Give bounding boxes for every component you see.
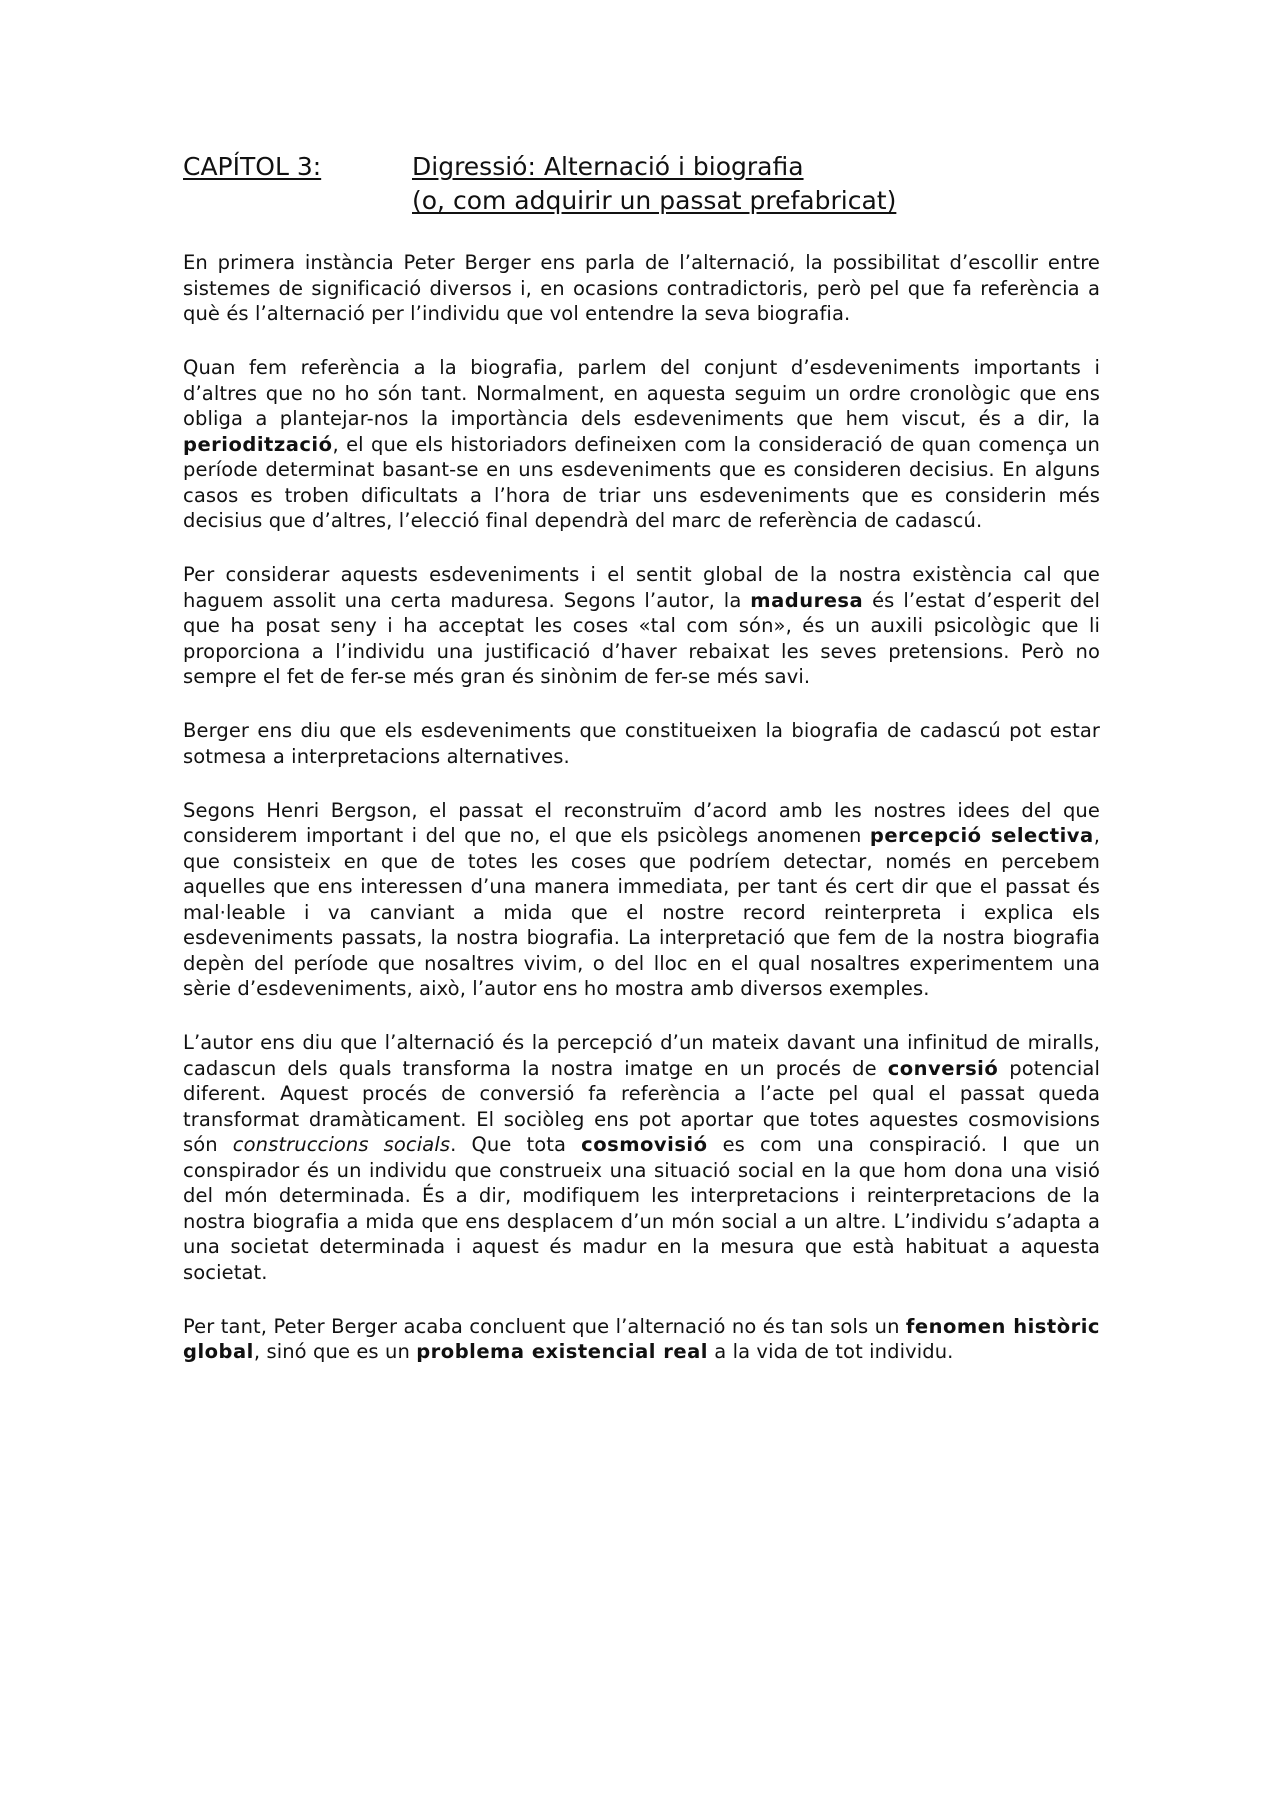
text-run: és l’estat d’esperit del que ha posat seny i ha acceptat les coses «tal com són», és un auxili psicològic que li proporciona a l’individu una justificació d’haver rebaixat les seves pretensions. Però no sempre el fet de fer-se més gran és sinònim de fer-se més savi. [183,588,1100,688]
text-run: , el que els historiadors defineixen com la consideració de quan comença un període determinat basant-se en uns esdeveniments que es consideren decisius. En alguns casos es troben dificultats a l’hora de triar uns esdeveniments que es considerin més decisius que d’altres, l’elecció final dependrà del marc de referència de cadascú. [183,432,1100,532]
text-run: , sinó que es un [253,1340,417,1363]
text-run: es com una conspiració. I que un conspirador és un individu que construeix una situació social en la que hom dona una visió del món determinada. És a dir, modifiquem les interpretacions i reinterpretacions de la nostra biografia a mida que ens desplacem d’un món social a un altre. L’individu s’adapta a una societat determinada i aquest és madur en la mesura que està habituat a aquesta societat. [183,1133,1100,1284]
paragraph-interpretacions: Berger ens diu que els esdeveniments que constitueixen la biografia de cadascú pot estar sotmesa a interpretacions alternatives. [183,719,1100,768]
term-periodització: periodització [183,432,333,456]
paragraph-conversio [183,1030,1100,1285]
document-page [183,150,1100,1393]
paragraph-alternacio: En primera instància Peter Berger ens parla de l’alternació, la possibilitat d’escollir entre sistemes de significació diversos i, en ocasions contradictoris, però pel que fa referència a què és l’alternació per l’individu que vol entendre la seva biografia. [183,251,1100,325]
text-run: Per considerar aquests esdeveniments i el sentit global de la nostra existència cal que haguem assolit una certa maduresa. Segons l’autor, la [183,563,1100,612]
term-maduresa: maduresa [750,588,864,612]
chapter-label: CAPÍTOL 3: [183,152,322,181]
text-run: . Que tota [450,1133,582,1156]
chapter-title-line-2: (o, com adquirir un passat prefabricat) [412,186,897,215]
term-fenomen-historic-global: fenomen històric global [183,1314,1100,1363]
term-cosmovisio: cosmovisió [581,1133,708,1156]
term-problema-existencial-real: problema existencial real [416,1340,708,1363]
chapter-heading [183,150,1100,218]
paragraph-bergson [183,798,1100,1002]
text-run: Quan fem referència a la biografia, parlem del conjunt d’esdeveniments importants i d’altres que no ho són tant. Normalment, en aquesta seguim un ordre cronològic que ens obliga a plantejar-nos la importància dels esdeveniments que hem viscut, és a dir, la [183,356,1100,430]
term-conversio: conversió [887,1056,999,1080]
term-percepcio-selectiva: percepció selectiva [869,824,1094,847]
chapter-title-line-1: Digressió: Alternació i biografia [412,152,804,181]
text-run: , que consisteix en que de totes les coses que podríem detectar, només en percebem aquelles que ens interessen d’una manera immediata, per tant és cert dir que el passat és mal·leable i va canviant a mida que el nostre record reinterpreta i explica els esdeveniments passats, la nostra biografia. La interpretació que fem de la nostra biografia depèn del període que nosaltres vivim, o del lloc en el qual nosaltres experimentem una sèrie d’esdeveniments, això, l’autor ens ho mostra amb diversos exemples. [183,824,1100,1000]
text-run: potencial diferent. Aquest procés de conversió fa referència a l’acte pel qual el passat queda transformat dramàticament. El sociòleg ens pot aportar que totes aquestes cosmovisions són [183,1056,1100,1156]
paragraph-conclusio [183,1314,1100,1365]
paragraph-biografia [183,355,1100,534]
chapter-title [412,150,896,218]
text-run: Segons Henri Bergson, el passat el reconstruïm d’acord amb les nostres idees del que considerem important i del que no, el que els psicòlegs anomenen [183,798,1100,847]
text-run: Per tant, Peter Berger acaba concluent que l’alternació no és tan sols un [183,1314,906,1338]
text-run: L’autor ens diu que l’alternació és la percepció d’un mateix davant una infinitud de miralls, cadascun dels quals transforma la nostra imatge en un procés de [183,1031,1100,1080]
term-construccions-socials: construccions socials [232,1133,451,1156]
text-run: a la vida de tot individu. [707,1340,954,1363]
paragraph-maduresa [183,562,1100,690]
